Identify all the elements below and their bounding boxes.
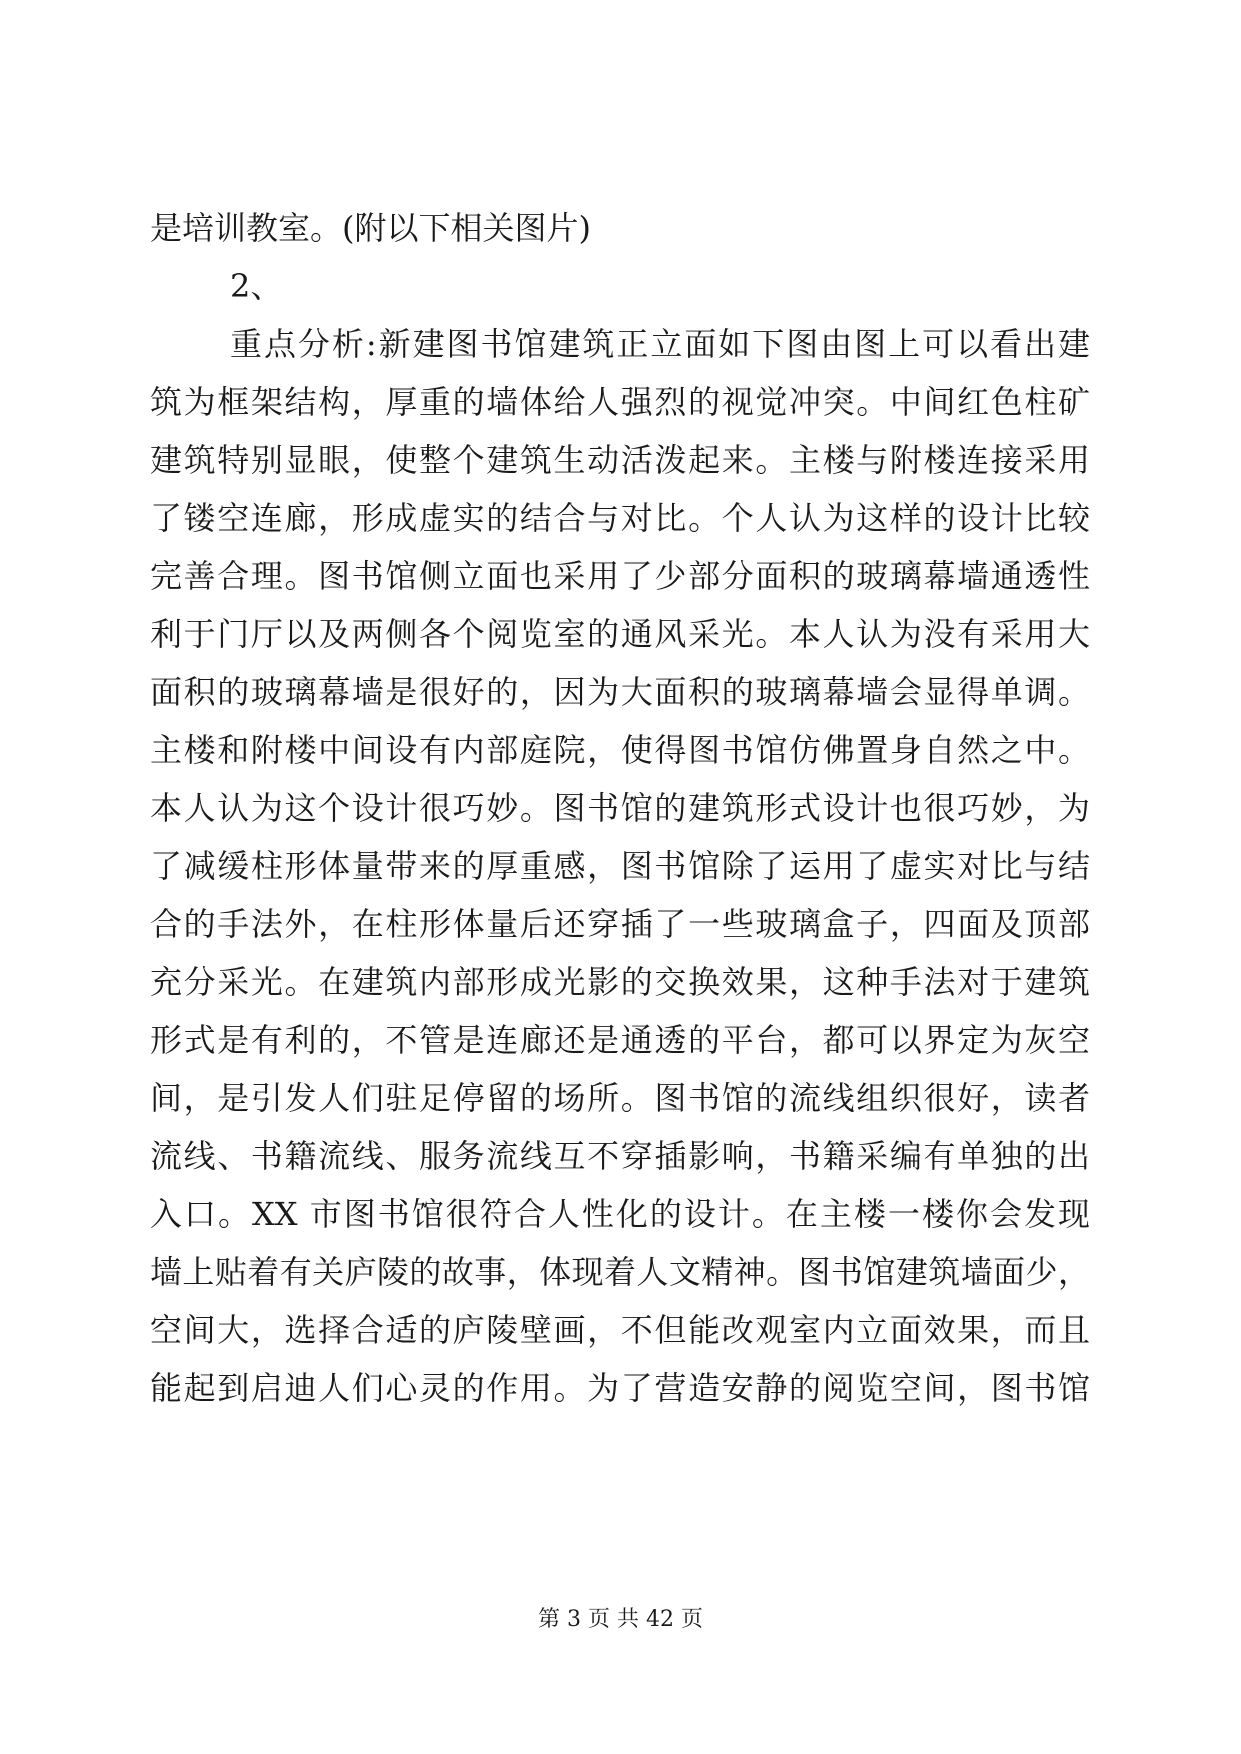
text-line: 充分采光。在建筑内部形成光影的交换效果，这种手法对于建筑 xyxy=(150,963,1090,1001)
text-line: 主楼和附楼中间设有内部庭院，使得图书馆仿佛置身自然之中。 xyxy=(150,731,1090,769)
text-line: 墙上贴着有关庐陵的故事，体现着人文精神。图书馆建筑墙面少， xyxy=(150,1253,1090,1291)
page-footer: 第 3 页 共 42 页 xyxy=(538,1607,703,1632)
text-line: 合的手法外，在柱形体量后还穿插了一些玻璃盒子，四面及顶部 xyxy=(150,905,1090,943)
paragraph-first-line: 重点分析:新建图书馆建筑正立面如下图由图上可以看出建 xyxy=(230,325,1090,363)
text-line: 了镂空连廊，形成虚实的结合与对比。个人认为这样的设计比较 xyxy=(150,499,1090,537)
text-line: 本人认为这个设计很巧妙。图书馆的建筑形式设计也很巧妙，为 xyxy=(150,789,1090,827)
text-line: 空间大，选择合适的庐陵壁画，不但能改观室内立面效果，而且 xyxy=(150,1311,1090,1349)
text-line: 完善合理。图书馆侧立面也采用了少部分面积的玻璃幕墙通透性 xyxy=(150,557,1090,595)
text-line: 间，是引发人们驻足停留的场所。图书馆的流线组织很好，读者 xyxy=(150,1079,1090,1117)
text-line: 建筑特别显眼，使整个建筑生动活泼起来。主楼与附楼连接采用 xyxy=(150,441,1090,479)
text-line: 了减缓柱形体量带来的厚重感，图书馆除了运用了虚实对比与结 xyxy=(150,847,1090,885)
text-line: 入口。XX 市图书馆很符合人性化的设计。在主楼一楼你会发现 xyxy=(150,1195,1090,1233)
list-number: 2、 xyxy=(230,267,283,305)
text-line: 形式是有利的，不管是连廊还是通透的平台，都可以界定为灰空 xyxy=(150,1021,1090,1059)
text-line: 筑为框架结构，厚重的墙体给人强烈的视觉冲突。中间红色柱矿 xyxy=(150,383,1090,421)
text-line: 是培训教室。(附以下相关图片) xyxy=(150,209,591,247)
text-line: 面积的玻璃幕墙是很好的，因为大面积的玻璃幕墙会显得单调。 xyxy=(150,673,1090,711)
text-line: 能起到启迪人们心灵的作用。为了营造安静的阅览空间，图书馆 xyxy=(150,1369,1090,1407)
text-line: 利于门厅以及两侧各个阅览室的通风采光。本人认为没有采用大 xyxy=(150,615,1090,653)
text-line: 流线、书籍流线、服务流线互不穿插影响，书籍采编有单独的出 xyxy=(150,1137,1090,1175)
